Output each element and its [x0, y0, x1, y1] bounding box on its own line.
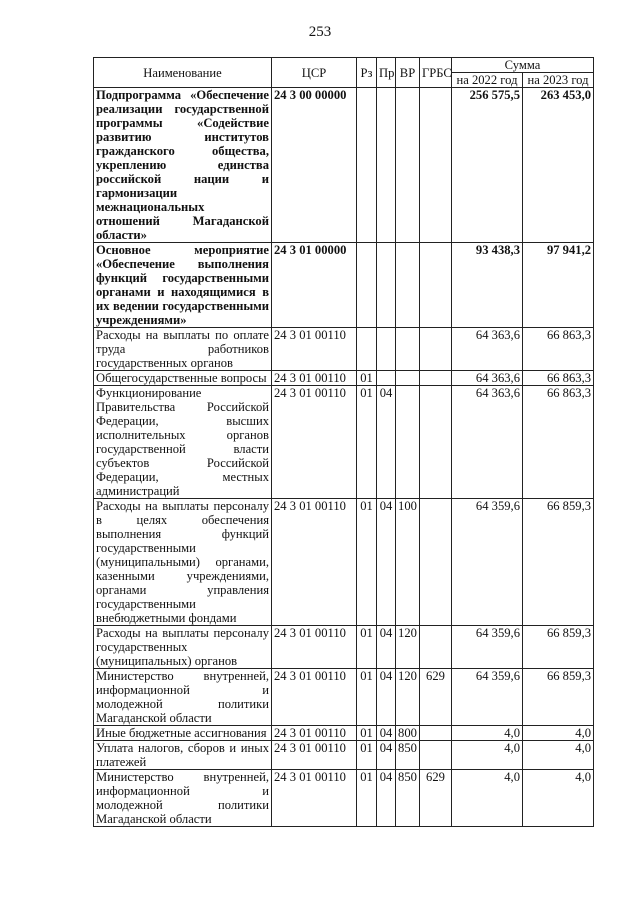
table-cell-grbs	[420, 243, 452, 328]
header-rz: Рз	[357, 58, 377, 88]
table-cell-grbs	[420, 386, 452, 499]
table-cell-rz: 01	[357, 371, 377, 386]
table-cell-pr: 04	[377, 626, 396, 669]
table-cell-2023: 4,0	[523, 770, 594, 827]
table-cell-csr: 24 3 01 00110	[272, 386, 357, 499]
table-cell-vr: 850	[396, 770, 420, 827]
table-cell-rz: 01	[357, 499, 377, 626]
table-cell-name: Общегосударственные вопросы	[94, 371, 272, 386]
table-cell-grbs	[420, 626, 452, 669]
table-cell-2022: 64 359,6	[452, 626, 523, 669]
table-cell-2022: 4,0	[452, 741, 523, 770]
table-cell-2022: 64 359,6	[452, 499, 523, 626]
table-cell-grbs: 629	[420, 669, 452, 726]
table-row	[94, 669, 594, 726]
table-row	[94, 499, 594, 626]
table-cell-rz: 01	[357, 669, 377, 726]
table-cell-rz: 01	[357, 626, 377, 669]
table-cell-vr	[396, 328, 420, 371]
table-cell-csr: 24 3 01 00000	[272, 243, 357, 328]
header-sum: Сумма	[452, 58, 594, 73]
table-cell-vr	[396, 243, 420, 328]
header-vr: ВР	[396, 58, 420, 88]
table-cell-name: Министерство внутренней, информационной и молодежной политики Магаданской области	[94, 669, 272, 726]
table-cell-csr: 24 3 01 00110	[272, 371, 357, 386]
table-cell-2023: 66 859,3	[523, 499, 594, 626]
table-cell-2023: 4,0	[523, 726, 594, 741]
table-cell-grbs	[420, 499, 452, 626]
table-cell-2022: 64 363,6	[452, 386, 523, 499]
table-cell-vr: 120	[396, 626, 420, 669]
table-cell-rz: 01	[357, 726, 377, 741]
header-year-2022: на 2022 год	[452, 73, 523, 88]
table-row	[94, 741, 594, 770]
table-cell-grbs	[420, 371, 452, 386]
table-cell-csr: 24 3 01 00110	[272, 741, 357, 770]
table-cell-csr: 24 3 01 00110	[272, 770, 357, 827]
table-row	[94, 770, 594, 827]
table-cell-2023: 4,0	[523, 741, 594, 770]
table-cell-vr	[396, 371, 420, 386]
table-cell-2022: 256 575,5	[452, 88, 523, 243]
table-cell-2023: 66 859,3	[523, 669, 594, 726]
table-cell-2023: 66 863,3	[523, 328, 594, 371]
table-row	[94, 328, 594, 371]
table-cell-pr	[377, 88, 396, 243]
table-cell-rz: 01	[357, 386, 377, 499]
table-cell-grbs	[420, 741, 452, 770]
table-row	[94, 88, 594, 243]
table-cell-name: Функционирование Правительства Российской Федерации, высших исполнительных органов государственной власти субъектов Российской Федерации, местных администраций	[94, 386, 272, 499]
table-cell-name: Расходы на выплаты по оплате труда работников государственных органов	[94, 328, 272, 371]
table-cell-rz: 01	[357, 741, 377, 770]
table-cell-name: Министерство внутренней, информационной и молодежной политики Магаданской области	[94, 770, 272, 827]
table-cell-2022: 64 359,6	[452, 669, 523, 726]
table-cell-rz	[357, 88, 377, 243]
table-cell-rz	[357, 328, 377, 371]
table-row	[94, 726, 594, 741]
table-cell-name: Основное мероприятие «Обеспечение выполнения функций государственными органами и находящимися в их ведении государственными учреждениями»	[94, 243, 272, 328]
table-cell-pr: 04	[377, 499, 396, 626]
table-cell-vr	[396, 88, 420, 243]
table-cell-vr	[396, 386, 420, 499]
header-pr: Пр	[377, 58, 396, 88]
header-name: Наименование	[94, 58, 272, 88]
table-cell-2023: 66 863,3	[523, 386, 594, 499]
table-cell-csr: 24 3 00 00000	[272, 88, 357, 243]
table-cell-pr	[377, 371, 396, 386]
table-cell-2023: 66 863,3	[523, 371, 594, 386]
page-number: 253	[308, 24, 332, 40]
table-row	[94, 386, 594, 499]
header-grbs: ГРБС	[420, 58, 452, 88]
table-cell-vr: 800	[396, 726, 420, 741]
table-cell-2023: 97 941,2	[523, 243, 594, 328]
table-cell-2022: 4,0	[452, 726, 523, 741]
table-cell-name: Подпрограмма «Обеспечение реализации государственной программы «Содействие развитию институтов гражданского общества, укреплению единства российской нации и гармонизации межнациональных отношений Магаданской области»	[94, 88, 272, 243]
table-cell-grbs: 629	[420, 770, 452, 827]
table-cell-grbs	[420, 726, 452, 741]
table-cell-grbs	[420, 88, 452, 243]
table-cell-pr	[377, 328, 396, 371]
table-cell-2022: 64 363,6	[452, 371, 523, 386]
table-cell-csr: 24 3 01 00110	[272, 669, 357, 726]
table-cell-vr: 100	[396, 499, 420, 626]
table-cell-csr: 24 3 01 00110	[272, 626, 357, 669]
table-cell-vr: 120	[396, 669, 420, 726]
table-cell-pr: 04	[377, 770, 396, 827]
table-cell-csr: 24 3 01 00110	[272, 726, 357, 741]
table-cell-2022: 93 438,3	[452, 243, 523, 328]
table-cell-pr: 04	[377, 669, 396, 726]
table-cell-pr: 04	[377, 386, 396, 499]
table-cell-grbs	[420, 328, 452, 371]
table-cell-2022: 64 363,6	[452, 328, 523, 371]
table-cell-2023: 263 453,0	[523, 88, 594, 243]
header-year-2023: на 2023 год	[523, 73, 594, 88]
table-cell-pr	[377, 243, 396, 328]
table-row	[94, 626, 594, 669]
header-csr: ЦСР	[272, 58, 357, 88]
table-cell-rz: 01	[357, 770, 377, 827]
table-cell-name: Иные бюджетные ассигнования	[94, 726, 272, 741]
budget-table	[93, 57, 594, 827]
table-cell-name: Расходы на выплаты персоналу в целях обеспечения выполнения функций государственными (муниципальными) органами, казенными учреждениями, органами управления государственными внебюджетными фондами	[94, 499, 272, 626]
table-cell-2023: 66 859,3	[523, 626, 594, 669]
table-cell-rz	[357, 243, 377, 328]
table-cell-csr: 24 3 01 00110	[272, 328, 357, 371]
table-row	[94, 243, 594, 328]
table-cell-2022: 4,0	[452, 770, 523, 827]
table-cell-name: Расходы на выплаты персоналу государственных (муниципальных) органов	[94, 626, 272, 669]
table-cell-vr: 850	[396, 741, 420, 770]
table-cell-pr: 04	[377, 726, 396, 741]
table-row	[94, 371, 594, 386]
table-cell-name: Уплата налогов, сборов и иных платежей	[94, 741, 272, 770]
table-cell-csr: 24 3 01 00110	[272, 499, 357, 626]
table-cell-pr: 04	[377, 741, 396, 770]
